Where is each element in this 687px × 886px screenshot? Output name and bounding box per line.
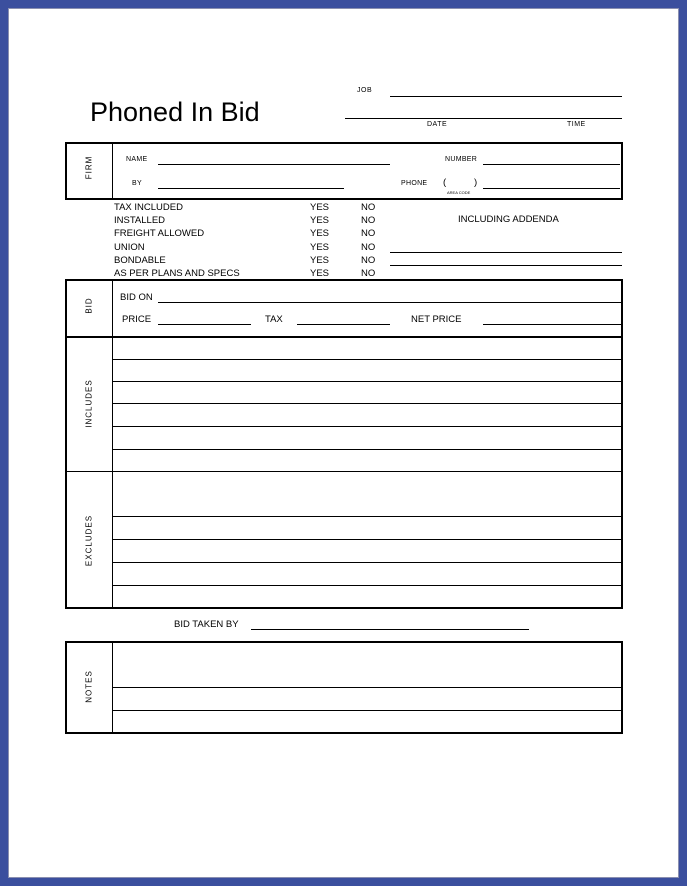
- yes-option-2[interactable]: YES: [310, 228, 330, 239]
- includes-side-label: INCLUDES: [84, 379, 94, 428]
- excludes-line-3[interactable]: [113, 562, 622, 563]
- no-option-1[interactable]: NO: [361, 215, 376, 226]
- firm-phone-field[interactable]: [483, 188, 620, 189]
- firm-name-field[interactable]: [158, 164, 390, 165]
- no-option-0[interactable]: NO: [361, 202, 376, 213]
- addenda-field-1[interactable]: [390, 252, 622, 253]
- firm-by-field[interactable]: [158, 188, 344, 189]
- excludes-line-4[interactable]: [113, 585, 622, 586]
- check-item-5: AS PER PLANS AND SPECS: [114, 268, 240, 279]
- includes-line-3[interactable]: [113, 403, 622, 404]
- excludes-side-label: EXCLUDES: [84, 514, 94, 567]
- notes-line-1[interactable]: [113, 687, 622, 688]
- check-item-4: BONDABLE: [114, 255, 166, 266]
- includes-line-1[interactable]: [113, 359, 622, 360]
- phone-paren-open: (: [443, 177, 447, 188]
- no-option-2[interactable]: NO: [361, 228, 376, 239]
- check-item-1: INSTALLED: [114, 215, 166, 226]
- bid-includes-divider: [66, 336, 622, 338]
- firm-section: [65, 142, 623, 200]
- net-price-label: NET PRICE: [411, 314, 462, 325]
- firm-by-label: BY: [132, 180, 142, 187]
- firm-side-label: FIRM: [84, 155, 94, 180]
- firm-name-label: NAME: [126, 156, 148, 163]
- no-option-4[interactable]: NO: [361, 255, 376, 266]
- price-field[interactable]: [158, 324, 251, 325]
- form-page: [8, 8, 679, 878]
- addenda-field-2[interactable]: [390, 265, 622, 266]
- bid-outer-box: [65, 279, 623, 609]
- date-time-line[interactable]: [345, 118, 622, 119]
- firm-number-label: NUMBER: [445, 156, 478, 163]
- no-option-3[interactable]: NO: [361, 242, 376, 253]
- phone-paren-close: ): [474, 177, 478, 188]
- job-label: JOB: [357, 87, 373, 94]
- firm-divider: [112, 143, 113, 199]
- yes-option-5[interactable]: YES: [310, 268, 330, 279]
- notes-line-2[interactable]: [113, 710, 622, 711]
- notes-side-label: NOTES: [84, 670, 94, 703]
- includes-line-2[interactable]: [113, 381, 622, 382]
- page-title: Phoned In Bid: [90, 97, 260, 127]
- check-item-2: FREIGHT ALLOWED: [114, 228, 205, 239]
- net-price-field[interactable]: [483, 324, 621, 325]
- includes-excludes-divider: [66, 471, 622, 472]
- time-label: TIME: [567, 121, 586, 128]
- check-item-0: TAX INCLUDED: [114, 202, 183, 213]
- tax-label: TAX: [265, 314, 283, 325]
- includes-line-4[interactable]: [113, 426, 622, 427]
- excludes-line-1[interactable]: [113, 516, 622, 517]
- bid-on-field[interactable]: [158, 302, 621, 303]
- addenda-label: INCLUDING ADDENDA: [458, 214, 559, 225]
- date-label: DATE: [427, 121, 448, 128]
- yes-option-4[interactable]: YES: [310, 255, 330, 266]
- area-code-label: AREA CODE: [447, 190, 471, 195]
- yes-option-0[interactable]: YES: [310, 202, 330, 213]
- firm-number-field[interactable]: [483, 164, 620, 165]
- includes-line-5[interactable]: [113, 449, 622, 450]
- bid-on-label: BID ON: [120, 292, 153, 303]
- bid-side-label: BID: [84, 297, 94, 314]
- yes-option-1[interactable]: YES: [310, 215, 330, 226]
- bid-taken-by-label: BID TAKEN BY: [174, 619, 239, 630]
- firm-phone-label: PHONE: [401, 180, 428, 187]
- tax-field[interactable]: [297, 324, 390, 325]
- price-label: PRICE: [122, 314, 152, 325]
- job-line[interactable]: [390, 96, 622, 97]
- bid-taken-by-field[interactable]: [251, 629, 529, 630]
- no-option-5[interactable]: NO: [361, 268, 376, 279]
- yes-option-3[interactable]: YES: [310, 242, 330, 253]
- excludes-line-2[interactable]: [113, 539, 622, 540]
- left-column-divider: [112, 280, 113, 608]
- check-item-3: UNION: [114, 242, 145, 253]
